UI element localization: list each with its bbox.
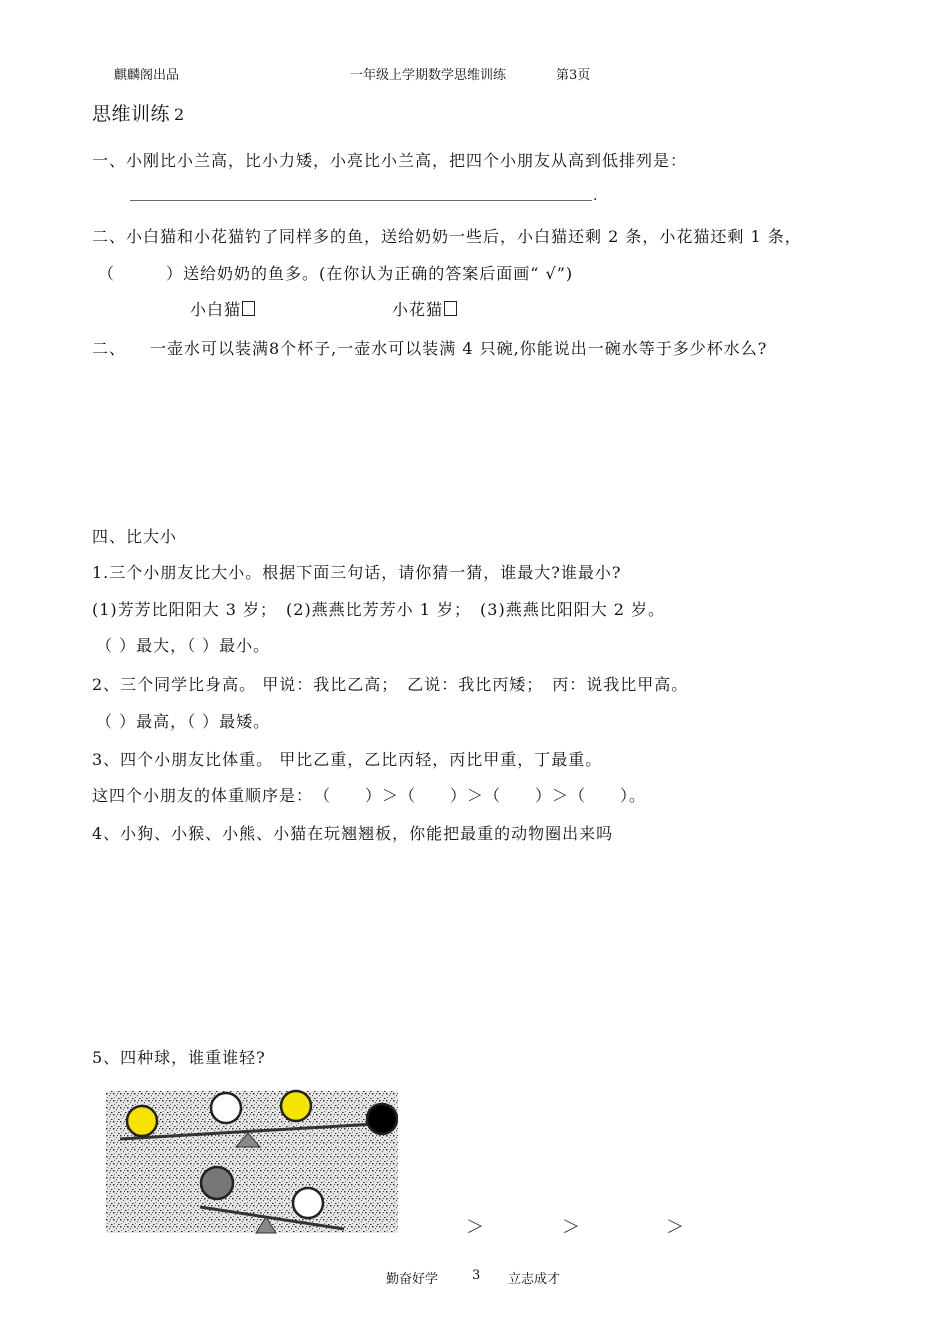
question-3-number: 二、 bbox=[92, 339, 127, 358]
subquestion-4-prompt: 4、小狗、小猴、小熊、小猫在玩翘翘板，你能把最重的动物圈出来吗 bbox=[92, 824, 614, 843]
subquestion-1-clues: (1)芳芳比阳阳大 3 岁； (2)燕燕比芳芳小 1 岁； (3)燕燕比阳阳大 2 岁。 bbox=[92, 600, 666, 619]
greater-than-sign: ＞ bbox=[466, 1217, 484, 1238]
ball-white-bottom bbox=[293, 1188, 323, 1218]
option-white-cat[interactable] bbox=[190, 297, 255, 320]
question-1: 一、小刚比小兰高，比小力矮，小亮比小兰高，把四个小朋友从高到低排列是： bbox=[92, 151, 688, 170]
page-title-text: 思维训练 bbox=[92, 103, 171, 125]
subquestion-1-answer: （ ）最大，（ ）最小。 bbox=[96, 636, 271, 655]
option-flower-cat-label: 小花猫 bbox=[392, 300, 444, 319]
ball-black bbox=[367, 1104, 397, 1134]
subquestion-3-prompt: 3、四个小朋友比体重。 甲比乙重，乙比丙轻，丙比甲重，丁最重。 bbox=[92, 750, 603, 769]
footer-right: 立志成才 bbox=[508, 1272, 561, 1287]
checkbox-icon[interactable] bbox=[444, 301, 457, 316]
answer-line-end: . bbox=[593, 188, 598, 204]
subquestion-1-prompt: 1.三个小朋友比大小。根据下面三句话，请你猜一猜，谁最大?谁最小? bbox=[92, 563, 622, 582]
section-4-heading: 四、比大小 bbox=[92, 527, 178, 546]
page-title-number: 2 bbox=[174, 105, 185, 124]
subquestion-3-answer: 这四个小朋友的体重顺序是： （ ）＞（ ）＞（ ）＞（ ）。 bbox=[92, 786, 647, 805]
greater-than-sign: ＞ bbox=[666, 1217, 684, 1238]
subquestion-2-answer: （ ）最高，（ ）最矮。 bbox=[96, 712, 271, 731]
checkbox-icon[interactable] bbox=[242, 301, 255, 316]
seesaw-balls-image bbox=[106, 1079, 398, 1237]
ball-yellow-left bbox=[127, 1106, 157, 1136]
header-publisher: 麒麟阁出品 bbox=[114, 68, 180, 83]
answer-line[interactable] bbox=[130, 200, 592, 201]
noisy-background bbox=[106, 1083, 398, 1233]
ball-gray bbox=[201, 1167, 233, 1199]
greater-than-sign: ＞ bbox=[562, 1217, 580, 1238]
header-title: 一年级上学期数学思维训练 bbox=[350, 68, 507, 83]
ball-white-top bbox=[211, 1093, 241, 1123]
header-page-number: 第3页 bbox=[556, 68, 591, 83]
question-3: 一壶水可以装满8个杯子,一壶水可以装满 4 只碗,你能说出一碗水等于多少杯水么? bbox=[150, 339, 768, 358]
question-2-line-2: （ ）送给奶奶的鱼多。(在你认为正确的答案后面画“ √”) bbox=[98, 264, 574, 283]
subquestion-2-prompt: 2、三个同学比身高。 甲说：我比乙高； 乙说：我比丙矮； 丙：说我比甲高。 bbox=[92, 675, 689, 694]
subquestion-5-prompt: 5、四种球，谁重谁轻? bbox=[92, 1048, 266, 1067]
option-white-cat-label: 小白猫 bbox=[190, 300, 242, 319]
question-2-line-1: 二、小白猫和小花猫钓了同样多的鱼，送给奶奶一些后，小白猫还剩 2 条，小花猫还剩 1 条， bbox=[92, 227, 802, 246]
footer-left: 勤奋好学 bbox=[386, 1272, 439, 1287]
ball-yellow-right bbox=[281, 1091, 311, 1121]
page-title bbox=[92, 99, 185, 126]
footer-page-number: 3 bbox=[472, 1268, 481, 1283]
option-flower-cat[interactable] bbox=[392, 297, 457, 320]
top-margin bbox=[106, 1079, 398, 1091]
